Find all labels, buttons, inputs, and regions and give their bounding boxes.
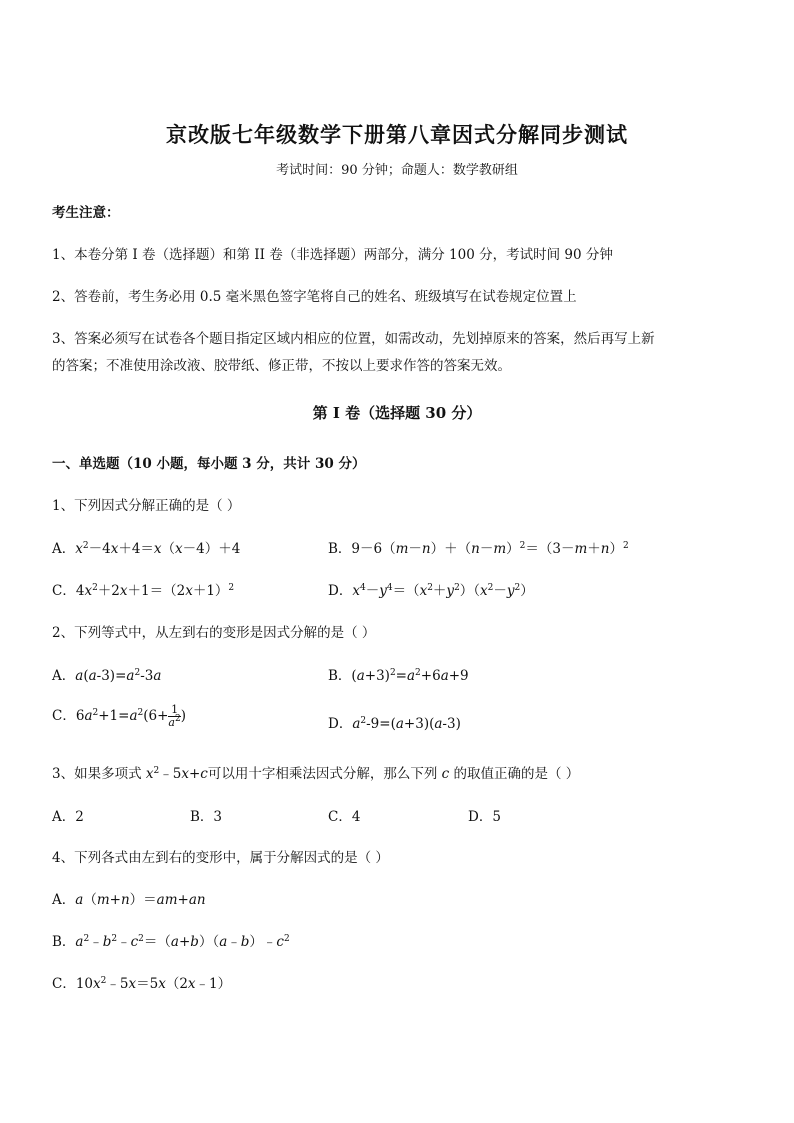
exam-subtitle: 考试时间：90 分钟；命题人：数学教研组 [276, 163, 518, 178]
question-2-stem: 2、下列等式中，从左到右的变形是因式分解的是（ ） [52, 625, 376, 641]
exam-title: 京改版七年级数学下册第八章因式分解同步测试 [166, 122, 628, 147]
question-1-option-d: D．$x^4-y^4=(x^2+y^2)(x^2-y^2)$ [328, 583, 534, 599]
question-2-option-d: D．$a^2-9=(a+3)(a-3)$ [328, 716, 461, 732]
question-3-option-c: C．4 [328, 809, 361, 825]
fraction-one-over-a-squared: $\frac{1}{a^2}$ [168, 703, 181, 729]
part1-title: 第 I 卷（选择题 30 分） [312, 404, 482, 422]
question-4-option-a: A．a（m+n）＝am+an [52, 892, 206, 908]
question-3-option-d: D．5 [468, 809, 501, 825]
question-2-option-b: B．$(a+3)^2=a^2+6a+9$ [328, 668, 469, 684]
question-2-option-c: C．$6a^2+1=a^2(6+$ $\frac{1}{a^2}$ ) [52, 703, 186, 729]
question-3-stem: 3、如果多项式 $x^2﹣5x+c$可以用十字相乘法因式分解，那么下列 c 的取值正确的是（ ） [52, 766, 580, 782]
question-4-option-c: C．$10x^2﹣5x=5x(2x﹣1)$ [52, 976, 232, 992]
question-3-option-b: B．3 [190, 809, 223, 825]
question-1-option-b: B．$9-6(m-n)+(n-m)^2=(3-m+n)^2$ [328, 541, 629, 557]
notes-heading: 考生注意： [52, 205, 120, 221]
note-item-2: 2、答卷前，考生务必用 0.5 毫米黑色签字笔将自己的姓名、班级填写在试卷规定位置上 [52, 289, 577, 305]
question-1-option-c: C．$4x^2+2x+1=(2x+1)^2$ [52, 583, 235, 599]
note-item-3-cont: 的答案；不准使用涂改液、胶带纸、修正带，不按以上要求作答的答案无效。 [52, 358, 511, 374]
question-3-option-a: A．2 [52, 809, 84, 825]
note-item-1: 1、本卷分第 I 卷（选择题）和第 II 卷（非选择题）两部分，满分 100 分，考试时间 90 分钟 [52, 247, 613, 263]
question-4-option-b: B．$a^2﹣b^2﹣c^2=(a+b)(a﹣b)﹣c^2$ [52, 934, 290, 950]
question-1-stem: 1、下列因式分解正确的是（ ） [52, 498, 241, 514]
question-4-stem: 4、下列各式由左到右的变形中，属于分解因式的是（ ） [52, 850, 389, 866]
note-item-3: 3、答案必须写在试卷各个题目指定区域内相应的位置，如需改动，先划掉原来的答案，然后再写上新 [52, 331, 655, 347]
section-heading: 一、单选题（10 小题，每小题 3 分，共计 30 分） [52, 456, 366, 472]
question-2-option-a: A．$a(a-3)=a^2-3a$ [52, 668, 162, 684]
question-1-option-a: A．$x^2-4x+4=x(x-4)+4$ [52, 541, 241, 557]
